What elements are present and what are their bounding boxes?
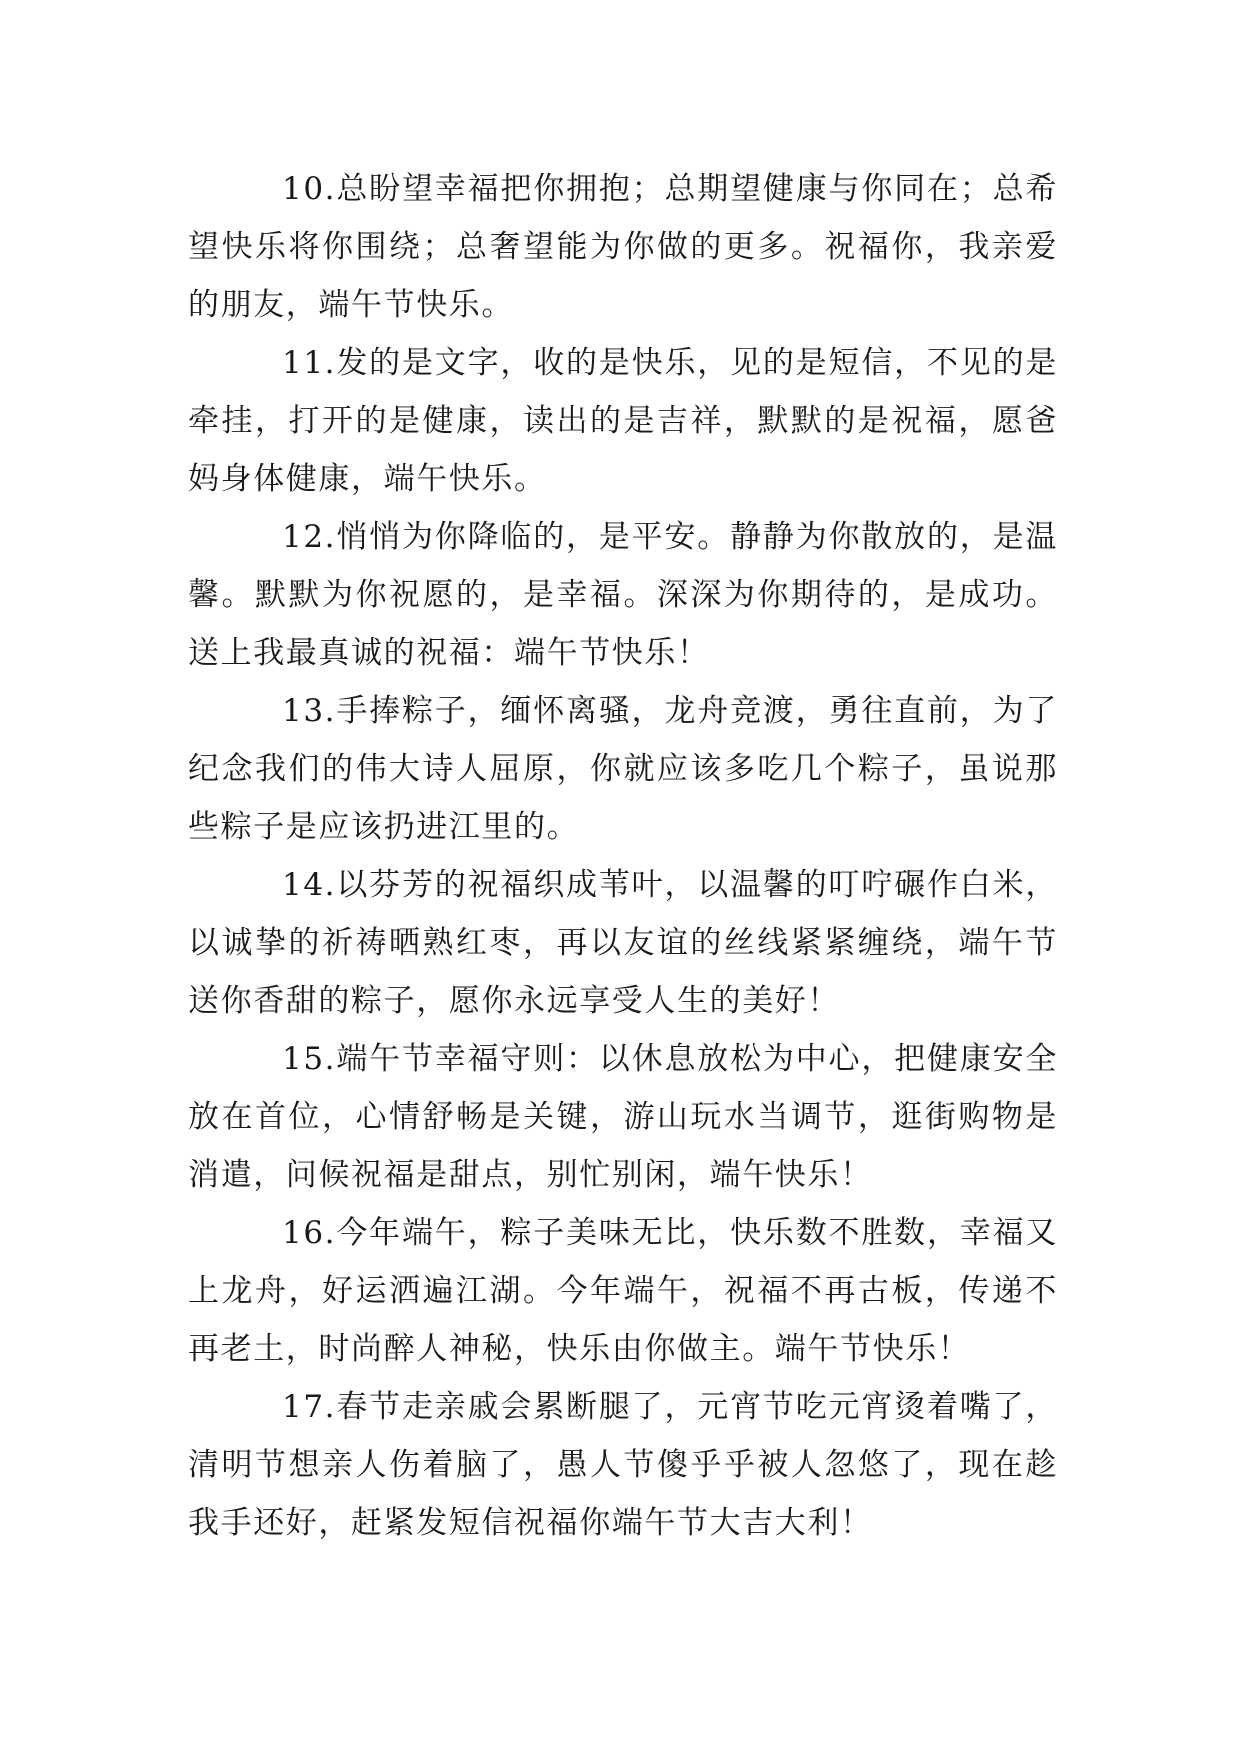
- paragraph-number: 12.: [282, 519, 337, 555]
- paragraph-number: 17.: [282, 1389, 337, 1425]
- paragraph-text: 以芬芳的祝福织成苇叶，以温馨的叮咛碾作白米，以诚挚的祈祷晒熟红枣，再以友谊的丝线紧紧缠绕，端午节送你香甜的粽子，愿你永远享受人生的美好！: [188, 867, 1058, 1019]
- paragraph-text: 总盼望幸福把你拥抱；总期望健康与你同在；总希望快乐将你围绕；总奢望能为你做的更多。祝福你，我亲爱的朋友，端午节快乐。: [188, 171, 1058, 323]
- paragraph-17: [188, 1378, 1058, 1552]
- paragraph-10: [188, 160, 1058, 334]
- paragraph-11: [188, 334, 1058, 508]
- paragraph-number: 15.: [282, 1041, 337, 1077]
- paragraph-15: [188, 1030, 1058, 1204]
- paragraph-text: 发的是文字，收的是快乐，见的是短信，不见的是牵挂，打开的是健康，读出的是吉祥，默默的是祝福，愿爸妈身体健康，端午快乐。: [188, 345, 1058, 497]
- paragraph-14: [188, 856, 1058, 1030]
- paragraph-number: 14.: [282, 867, 337, 903]
- paragraph-text: 手捧粽子，缅怀离骚，龙舟竞渡，勇往直前，为了纪念我们的伟大诗人屈原，你就应该多吃几个粽子，虽说那些粽子是应该扔进江里的。: [188, 693, 1058, 845]
- paragraph-13: [188, 682, 1058, 856]
- document-body: [188, 160, 1058, 1552]
- paragraph-text: 端午节幸福守则：以休息放松为中心，把健康安全放在首位，心情舒畅是关键，游山玩水当调节，逛街购物是消遣，问候祝福是甜点，别忙别闲，端午快乐！: [188, 1041, 1058, 1193]
- paragraph-text: 春节走亲戚会累断腿了，元宵节吃元宵烫着嘴了，清明节想亲人伤着脑了，愚人节傻乎乎被人忽悠了，现在趁我手还好，赶紧发短信祝福你端午节大吉大利！: [188, 1389, 1058, 1541]
- paragraph-number: 11.: [282, 345, 337, 381]
- paragraph-text: 悄悄为你降临的，是平安。静静为你散放的，是温馨。默默为你祝愿的，是幸福。深深为你期待的，是成功。送上我最真诚的祝福：端午节快乐！: [188, 519, 1058, 671]
- paragraph-text: 今年端午，粽子美味无比，快乐数不胜数，幸福又上龙舟，好运洒遍江湖。今年端午，祝福不再古板，传递不再老土，时尚醉人神秘，快乐由你做主。端午节快乐！: [188, 1215, 1058, 1367]
- paragraph-number: 13.: [282, 693, 337, 729]
- paragraph-16: [188, 1204, 1058, 1378]
- paragraph-number: 16.: [282, 1215, 337, 1251]
- paragraph-12: [188, 508, 1058, 682]
- paragraph-number: 10.: [282, 171, 337, 207]
